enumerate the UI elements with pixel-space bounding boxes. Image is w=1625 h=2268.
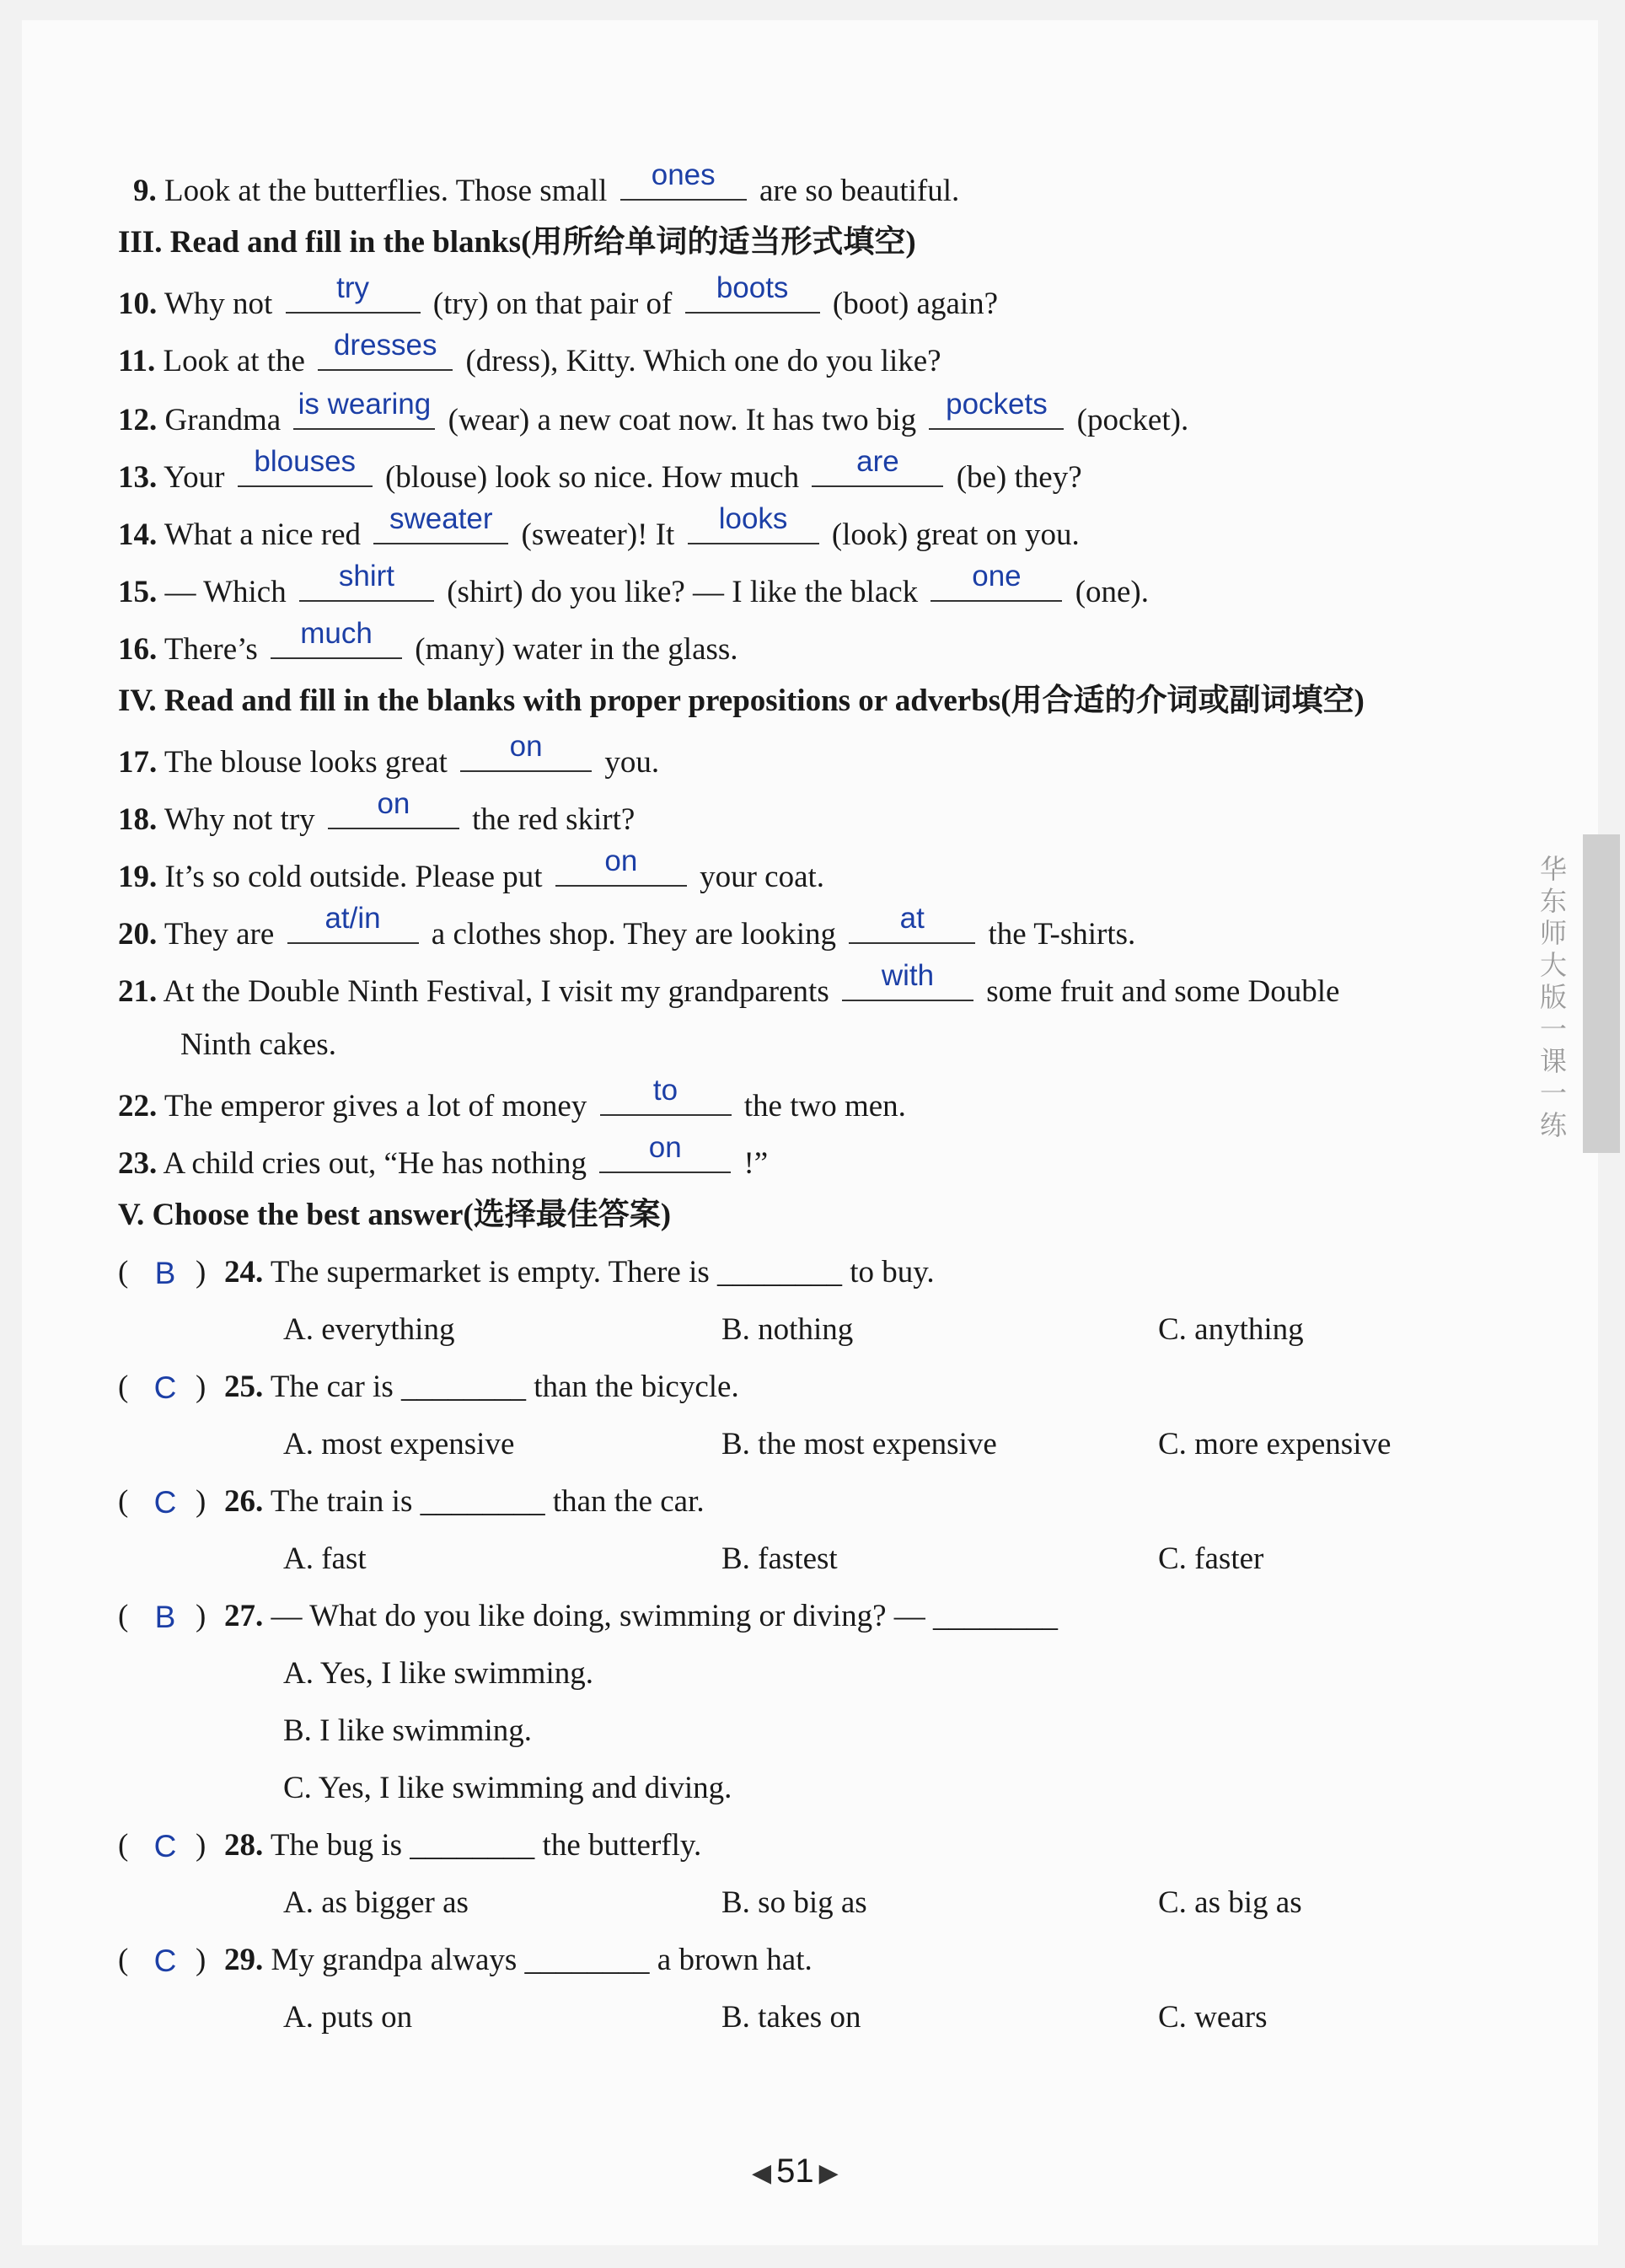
handwritten-answer: looks xyxy=(718,502,788,535)
handwritten-answer: blouses xyxy=(254,445,357,478)
question-text: Why not try xyxy=(164,802,315,837)
option-a: A. as bigger as xyxy=(283,1885,469,1920)
question-20 xyxy=(118,902,1136,953)
question-text: A child cries out, “He has nothing xyxy=(163,1146,587,1181)
question-text: It’s so cold outside. Please put xyxy=(164,860,543,894)
option-c: C. as big as xyxy=(1158,1885,1302,1920)
answer-blank xyxy=(600,1074,732,1116)
answer-blank xyxy=(599,1131,731,1173)
question-text: (pocket). xyxy=(1076,403,1189,437)
question-text: Your xyxy=(164,460,225,495)
question-text: (boot) again? xyxy=(832,287,999,321)
question-number: 14. xyxy=(118,517,158,552)
question-text: (try) on that pair of xyxy=(432,287,673,321)
answer-blank xyxy=(328,787,459,829)
question-19 xyxy=(118,844,825,896)
question-number: 19. xyxy=(118,860,158,894)
question-18 xyxy=(118,787,636,839)
answer-blank xyxy=(299,560,434,602)
handwritten-answer: on xyxy=(604,844,638,877)
question-number: 18. xyxy=(118,802,158,837)
choice-answer: B xyxy=(154,1600,176,1634)
question-text: Why not xyxy=(164,287,273,321)
question-number: 15. xyxy=(118,575,158,609)
answer-paren-left: ( xyxy=(118,1828,129,1863)
question-text: the two men. xyxy=(743,1089,906,1123)
question-text: At the Double Ninth Festival, I visit my grandparents xyxy=(163,974,829,1009)
answer-paren-right: ) xyxy=(196,1828,206,1863)
answer-blank xyxy=(238,445,373,487)
choice-answer: B xyxy=(154,1256,176,1290)
option-b: B. I like swimming. xyxy=(283,1713,532,1748)
question-number: 16. xyxy=(118,632,158,667)
option-b: B. takes on xyxy=(721,2000,861,2035)
handwritten-answer: on xyxy=(648,1131,682,1164)
answer-paren-left: ( xyxy=(118,1599,129,1633)
answer-paren-left: ( xyxy=(118,1484,129,1519)
question-number: 28. xyxy=(224,1828,264,1863)
question-12 xyxy=(118,388,1189,439)
answer-blank xyxy=(929,388,1064,430)
question-text: (look) great on you. xyxy=(831,517,1080,552)
answer-paren-left: ( xyxy=(118,1943,129,1977)
question-number: 22. xyxy=(118,1089,158,1123)
answer-paren-left: ( xyxy=(118,1370,129,1404)
option-c: C. faster xyxy=(1158,1541,1264,1576)
handwritten-answer: are xyxy=(856,445,899,478)
question-text: Look at the butterflies. Those small xyxy=(164,174,608,208)
question-text: a clothes shop. They are looking xyxy=(431,917,837,952)
handwritten-answer: at xyxy=(899,902,925,935)
question-15 xyxy=(118,560,1150,611)
question-27 xyxy=(224,1598,1058,1635)
handwritten-answer: much xyxy=(300,617,373,650)
answer-blank xyxy=(293,388,435,430)
answer-blank xyxy=(555,844,687,887)
question-23 xyxy=(118,1131,769,1182)
page-number xyxy=(747,2153,844,2190)
choice-answer: C xyxy=(153,1485,177,1520)
question-text: The blouse looks great xyxy=(164,745,448,780)
question-number: 23. xyxy=(118,1146,158,1181)
question-text: (sweater)! It xyxy=(521,517,675,552)
choice-answer: C xyxy=(153,1370,177,1405)
option-b: B. the most expensive xyxy=(721,1427,997,1461)
option-b: B. fastest xyxy=(721,1541,838,1576)
question-text: The car is ________ than the bicycle. xyxy=(270,1370,739,1404)
option-c: C. wears xyxy=(1158,2000,1268,2035)
side-tab-label: 华东师大版一课一练 xyxy=(1536,855,1568,1143)
answer-blank xyxy=(685,271,820,314)
answer-blank xyxy=(460,730,592,772)
question-text: (dress), Kitty. Which one do you like? xyxy=(465,344,941,378)
handwritten-answer: is wearing xyxy=(298,388,432,421)
question-text: The bug is ________ the butterfly. xyxy=(270,1828,702,1863)
option-a: A. most expensive xyxy=(283,1427,515,1461)
question-text: your coat. xyxy=(700,860,825,894)
question-text: — Which xyxy=(164,575,287,609)
answer-paren-right: ) xyxy=(196,1255,206,1289)
handwritten-answer: at/in xyxy=(324,902,381,935)
handwritten-answer: ones xyxy=(651,158,716,191)
question-text: (many) water in the glass. xyxy=(415,632,738,667)
option-c: C. anything xyxy=(1158,1312,1304,1347)
question-number: 11. xyxy=(118,344,156,378)
answer-blank xyxy=(620,158,747,201)
question-text: (one). xyxy=(1075,575,1150,609)
question-number: 29. xyxy=(224,1943,264,1977)
question-9 xyxy=(133,158,960,210)
answer-blank xyxy=(287,902,419,944)
question-number: 24. xyxy=(224,1255,264,1289)
choice-answer: C xyxy=(153,1829,177,1863)
question-number: 10. xyxy=(118,287,158,321)
choice-answer: C xyxy=(153,1944,177,1978)
question-text: What a nice red xyxy=(164,517,362,552)
handwritten-answer: boots xyxy=(716,271,789,304)
section-heading-v: V. Choose the best answer(选择最佳答案) xyxy=(118,1198,672,1232)
question-text: (wear) a new coat now. It has two big xyxy=(448,403,917,437)
question-11 xyxy=(118,329,941,380)
question-text: The train is ________ than the car. xyxy=(270,1484,705,1519)
handwritten-answer: on xyxy=(377,787,410,820)
answer-paren-right: ) xyxy=(196,1370,206,1404)
question-25 xyxy=(224,1369,739,1406)
question-text: (blouse) look so nice. How much xyxy=(384,460,800,495)
question-number: 9. xyxy=(133,174,157,208)
triangle-left-icon: ◀ xyxy=(752,2158,772,2187)
handwritten-answer: sweater xyxy=(389,502,493,535)
question-24 xyxy=(224,1254,935,1291)
option-a: A. puts on xyxy=(283,2000,413,2035)
question-text: The emperor gives a lot of money xyxy=(164,1089,587,1123)
question-28 xyxy=(224,1827,701,1864)
option-c: C. Yes, I like swimming and diving. xyxy=(283,1771,732,1805)
option-c: C. more expensive xyxy=(1158,1427,1392,1461)
question-text: you. xyxy=(604,745,660,780)
question-number: 20. xyxy=(118,917,158,952)
question-text: The supermarket is empty. There is ________ to buy. xyxy=(270,1255,935,1289)
option-a: A. Yes, I like swimming. xyxy=(283,1656,593,1691)
question-22 xyxy=(118,1074,906,1125)
page-number-value: 51 xyxy=(776,2153,814,2190)
question-text: My grandpa always ________ a brown hat. xyxy=(271,1943,812,1977)
question-number: 27. xyxy=(224,1599,264,1633)
answer-blank xyxy=(373,502,508,544)
question-17 xyxy=(118,730,660,781)
side-tab xyxy=(1583,834,1620,1153)
question-text: are so beautiful. xyxy=(759,174,960,208)
question-14 xyxy=(118,502,1080,554)
answer-blank xyxy=(812,445,943,487)
question-29 xyxy=(224,1942,812,1979)
question-text: They are xyxy=(164,917,275,952)
section-heading-iii: III. Read and fill in the blanks(用所给单词的适当形式填空) xyxy=(118,225,916,260)
option-b: B. so big as xyxy=(721,1885,867,1920)
answer-paren-left: ( xyxy=(118,1255,129,1289)
answer-blank xyxy=(688,502,819,544)
handwritten-answer: one xyxy=(972,560,1022,592)
answer-blank xyxy=(930,560,1062,602)
answer-blank xyxy=(271,617,402,659)
question-text: the red skirt? xyxy=(472,802,636,837)
workbook-page xyxy=(22,20,1598,2245)
handwritten-answer: pockets xyxy=(946,388,1048,421)
question-text: (shirt) do you like? — I like the black xyxy=(447,575,919,609)
question-text: Look at the xyxy=(163,344,305,378)
answer-blank xyxy=(849,902,975,944)
question-21 xyxy=(118,959,1340,1011)
question-text: There’s xyxy=(164,632,258,667)
handwritten-answer: try xyxy=(336,271,369,304)
answer-paren-right: ) xyxy=(196,1943,206,1977)
question-number: 13. xyxy=(118,460,158,495)
handwritten-answer: shirt xyxy=(338,560,395,592)
question-text: Grandma xyxy=(164,403,282,437)
question-number: 25. xyxy=(224,1370,264,1404)
question-text: — What do you like doing, swimming or diving? — ________ xyxy=(271,1599,1059,1633)
option-a: A. everything xyxy=(283,1312,455,1347)
question-number: 21. xyxy=(118,974,158,1009)
question-number: 17. xyxy=(118,745,158,780)
question-number: 26. xyxy=(224,1484,264,1519)
question-text: (be) they? xyxy=(956,460,1082,495)
section-heading-iv: IV. Read and fill in the blanks with proper prepositions or adverbs(用合适的介词或副词填空) xyxy=(118,684,1365,718)
answer-blank xyxy=(842,959,973,1001)
option-a: A. fast xyxy=(283,1541,367,1576)
question-text: the T-shirts. xyxy=(988,917,1136,952)
triangle-right-icon: ▶ xyxy=(818,2158,839,2187)
question-text: some fruit and some Double xyxy=(986,974,1340,1009)
option-b: B. nothing xyxy=(721,1312,854,1347)
answer-paren-right: ) xyxy=(196,1484,206,1519)
question-10 xyxy=(118,271,999,323)
handwritten-answer: on xyxy=(509,730,543,763)
answer-blank xyxy=(318,329,453,371)
answer-blank xyxy=(286,271,421,314)
handwritten-answer: with xyxy=(881,959,935,992)
question-text: !” xyxy=(743,1146,769,1181)
handwritten-answer: dresses xyxy=(333,329,437,362)
question-number: 12. xyxy=(118,403,158,437)
answer-paren-right: ) xyxy=(196,1599,206,1633)
question-16 xyxy=(118,617,738,668)
handwritten-answer: to xyxy=(652,1074,678,1107)
question-13 xyxy=(118,445,1082,496)
question-26 xyxy=(224,1483,705,1520)
question-21-continuation: Ninth cakes. xyxy=(180,1027,336,1062)
